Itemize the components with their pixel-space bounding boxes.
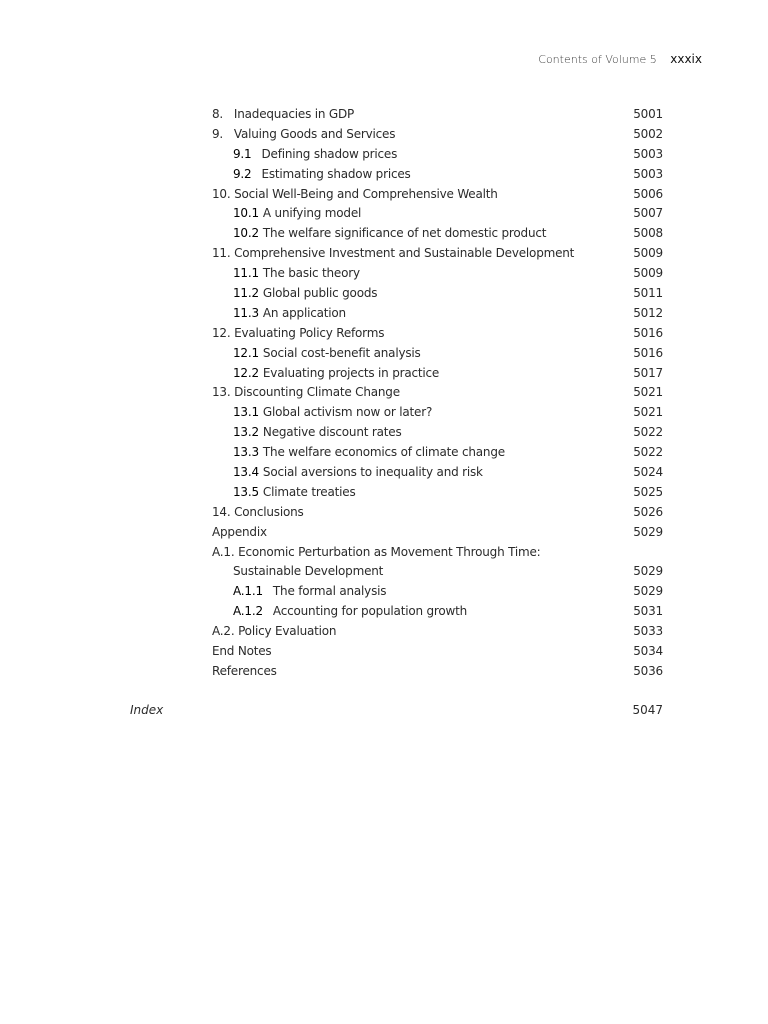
toc-entry-12 (212, 323, 663, 343)
toc-entry-number: 10.1 (233, 206, 259, 221)
toc-entry-title: Defining shadow prices (261, 146, 398, 161)
toc-entry-11-2 (212, 283, 663, 303)
toc-entry-number: 11.2 (233, 285, 259, 300)
running-head-title: Contents of Volume 5 (538, 53, 657, 66)
toc-entry-page: 5011 (633, 285, 663, 300)
toc-entry-title: 12. Evaluating Policy Reforms (212, 325, 385, 340)
toc-entry-title: 8. Inadequacies in GDP (212, 106, 355, 121)
toc-entry-title: The formal analysis (272, 584, 387, 599)
page-number: xxxix (670, 52, 702, 66)
toc-entry-index (130, 700, 663, 720)
toc-entry-title: A.2. Policy Evaluation (212, 624, 337, 639)
toc-entry-title: References (212, 663, 277, 678)
toc-entry-13-1 (212, 402, 663, 422)
toc-entry-page: 5009 (633, 266, 663, 281)
toc-entry-a1 (212, 542, 663, 562)
toc-entry-page: 5036 (633, 663, 663, 678)
table-of-contents (212, 104, 663, 681)
toc-entry-end-notes (212, 641, 663, 661)
toc-entry-12-1 (212, 343, 663, 363)
toc-entry-a1-continued (212, 561, 663, 581)
toc-entry-title: Sustainable Development (233, 564, 384, 579)
toc-entry-title: 13. Discounting Climate Change (212, 385, 400, 400)
toc-entry-11-1 (212, 263, 663, 283)
toc-entry-title: 14. Conclusions (212, 504, 304, 519)
toc-entry-number: 11.3 (233, 305, 259, 320)
toc-entry-title: Estimating shadow prices (261, 166, 411, 181)
toc-entry-page: 5003 (633, 146, 663, 161)
toc-entry-page: 5008 (633, 226, 663, 241)
toc-entry-title: Climate treaties (262, 484, 356, 499)
toc-entry-8 (212, 104, 663, 124)
toc-entry-13-3 (212, 442, 663, 462)
toc-entry-title: Social cost-benefit analysis (262, 345, 421, 360)
toc-entry-page: 5017 (633, 365, 663, 380)
toc-entry-title: A.1. Economic Perturbation as Movement Through Time: (212, 544, 541, 559)
toc-entry-title: The welfare significance of net domestic product (262, 226, 547, 241)
toc-entry-number: 13.5 (233, 484, 259, 499)
toc-entry-13-4 (212, 462, 663, 482)
toc-entry-10-2 (212, 223, 663, 243)
toc-entry-page: 5016 (633, 345, 663, 360)
toc-entry-number: 9.1 (233, 146, 252, 161)
toc-entry-title: 11. Comprehensive Investment and Sustainable Development (212, 246, 575, 261)
toc-entry-page: 5002 (633, 126, 663, 141)
toc-entry-number: 13.2 (233, 425, 259, 440)
toc-entry-11 (212, 243, 663, 263)
toc-entry-page: 5029 (633, 584, 663, 599)
toc-entry-page: 5021 (633, 405, 663, 420)
toc-entry-page: 5025 (633, 484, 663, 499)
index-page: 5047 (632, 703, 663, 717)
toc-entry-9 (212, 124, 663, 144)
toc-entry-title: Evaluating projects in practice (262, 365, 440, 380)
toc-entry-number: 13.4 (233, 464, 259, 479)
toc-entry-number: 13.1 (233, 405, 259, 420)
toc-entry-number: 13.3 (233, 445, 259, 460)
toc-entry-page: 5022 (633, 445, 663, 460)
toc-entry-page: 5021 (633, 385, 663, 400)
toc-entry-number: A.1.1 (233, 584, 263, 599)
toc-entry-page: 5012 (633, 305, 663, 320)
toc-entry-title: Accounting for population growth (272, 604, 468, 619)
toc-entry-page: 5034 (633, 643, 663, 658)
toc-entry-page: 5033 (633, 624, 663, 639)
toc-entry-title: 10. Social Well-Being and Comprehensive Wealth (212, 186, 498, 201)
toc-entry-page: 5024 (633, 464, 663, 479)
toc-entry-a1-1 (212, 581, 663, 601)
toc-entry-title: An application (262, 305, 346, 320)
toc-entry-page: 5009 (633, 246, 663, 261)
toc-entry-13-5 (212, 482, 663, 502)
toc-entry-10 (212, 184, 663, 204)
toc-entry-page: 5016 (633, 325, 663, 340)
toc-entry-10-1 (212, 203, 663, 223)
toc-entry-title: Global public goods (262, 285, 378, 300)
toc-entry-9-1 (212, 144, 663, 164)
toc-entry-references (212, 661, 663, 681)
toc-entry-13-2 (212, 422, 663, 442)
toc-entry-number: 10.2 (233, 226, 259, 241)
toc-entry-title: Negative discount rates (262, 425, 402, 440)
toc-entry-page: 5026 (633, 504, 663, 519)
toc-entry-title: The basic theory (262, 266, 360, 281)
toc-entry-page: 5022 (633, 425, 663, 440)
toc-entry-page: 5003 (633, 166, 663, 181)
toc-entry-number: 12.1 (233, 345, 259, 360)
toc-entry-14 (212, 502, 663, 522)
toc-entry-title: End Notes (212, 643, 272, 658)
toc-entry-12-2 (212, 363, 663, 383)
toc-entry-title: Appendix (212, 524, 267, 539)
toc-entry-title: The welfare economics of climate change (262, 445, 505, 460)
toc-entry-page: 5029 (633, 524, 663, 539)
toc-entry-number: 12.2 (233, 365, 259, 380)
toc-entry-11-3 (212, 303, 663, 323)
index-label: Index (130, 703, 164, 717)
toc-entry-page: 5006 (633, 186, 663, 201)
toc-entry-title: Social aversions to inequality and risk (262, 464, 483, 479)
toc-entry-title: A unifying model (262, 206, 362, 221)
toc-entry-page: 5007 (633, 206, 663, 221)
toc-entry-number: A.1.2 (233, 604, 263, 619)
toc-entry-page: 5001 (633, 106, 663, 121)
toc-entry-a2 (212, 621, 663, 641)
running-head (538, 52, 702, 66)
toc-entry-page: 5031 (633, 604, 663, 619)
toc-entry-number: 11.1 (233, 266, 259, 281)
toc-entry-page: 5029 (633, 564, 663, 579)
toc-entry-a1-2 (212, 601, 663, 621)
toc-entry-title: 9. Valuing Goods and Services (212, 126, 396, 141)
toc-entry-number: 9.2 (233, 166, 252, 181)
toc-entry-title: Global activism now or later? (262, 405, 433, 420)
toc-entry-13 (212, 382, 663, 402)
toc-entry-9-2 (212, 164, 663, 184)
toc-entry-appendix (212, 522, 663, 542)
